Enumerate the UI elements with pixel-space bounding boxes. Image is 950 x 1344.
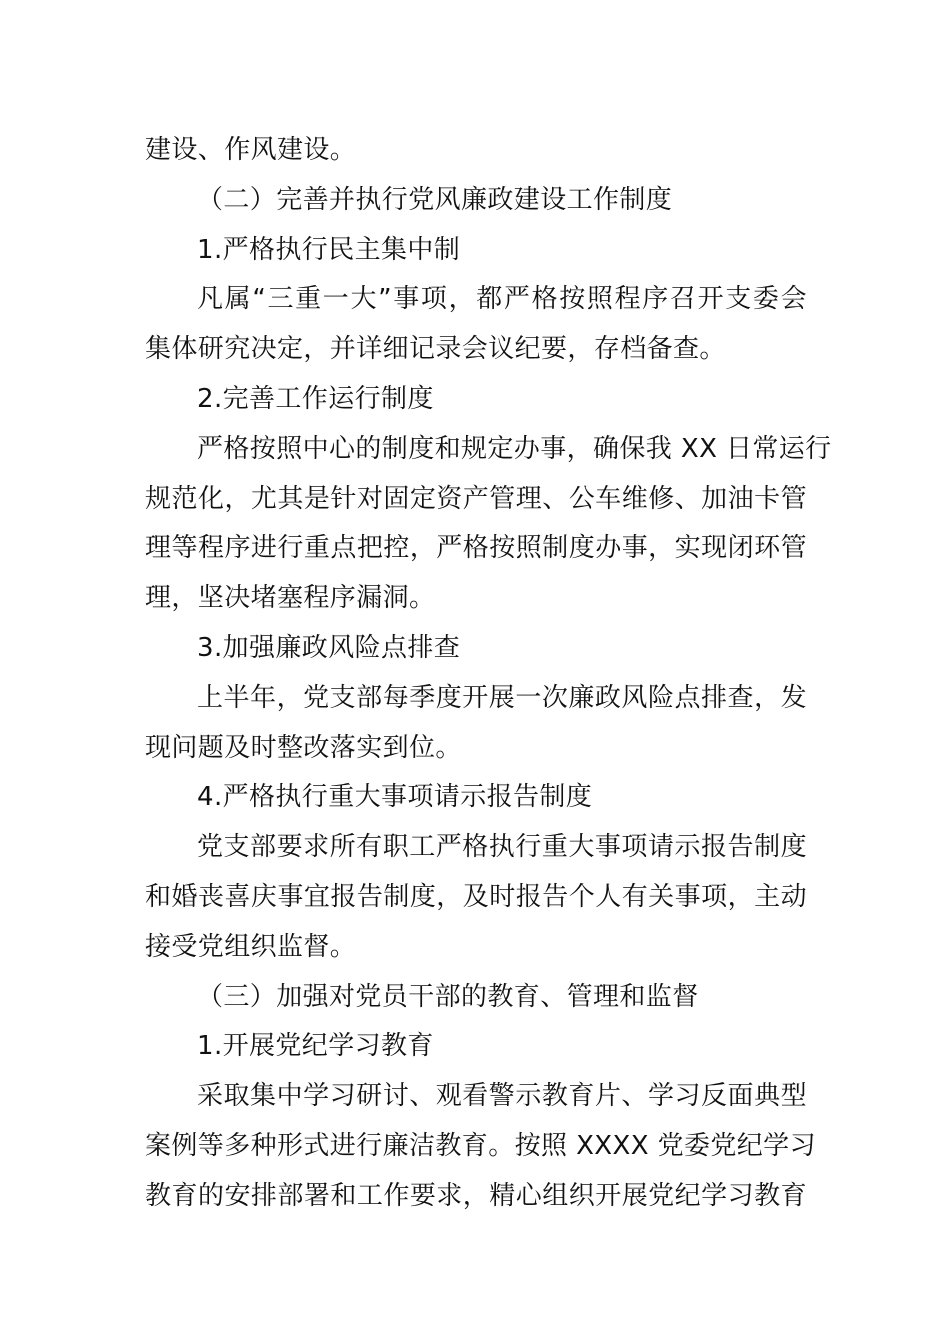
subsection-heading: 2.完善工作运行制度 <box>197 383 434 414</box>
paragraph-line: 现问题及时整改落实到位。 <box>145 732 462 763</box>
paragraph-line: 教育的安排部署和工作要求，精心组织开展党纪学习教育 <box>145 1180 807 1211</box>
subsection-heading: 1.开展党纪学习教育 <box>197 1031 434 1062</box>
paragraph-line: 采取集中学习研讨、观看警示教育片、学习反面典型 <box>197 1081 807 1112</box>
paragraph-line: 党支部要求所有职工严格执行重大事项请示报告制度 <box>197 832 807 863</box>
paragraph-line: 理，坚决堵塞程序漏洞。 <box>145 583 436 614</box>
section-heading: （二）完善并执行党风廉政建设工作制度 <box>197 184 673 215</box>
document-body <box>145 126 832 1222</box>
paragraph-line: 建设、作风建设。 <box>145 135 357 165</box>
paragraph-line: 上半年，党支部每季度开展一次廉政风险点排查，发 <box>197 682 807 713</box>
paragraph-line: 理等程序进行重点把控，严格按照制度办事，实现闭环管 <box>145 533 807 564</box>
subsection-heading: 1.严格执行民主集中制 <box>197 234 461 265</box>
paragraph-line: 集体研究决定，并详细记录会议纪要，存档备查。 <box>145 334 726 365</box>
paragraph-line: 严格按照中心的制度和规定办事，确保我 XX 日常运行 <box>197 433 832 464</box>
paragraph-line: 接受党组织监督。 <box>145 931 357 962</box>
paragraph-line: 和婚丧喜庆事宜报告制度，及时报告个人有关事项，主动 <box>145 881 807 912</box>
section-heading: （三）加强对党员干部的教育、管理和监督 <box>197 981 699 1012</box>
subsection-heading: 3.加强廉政风险点排查 <box>197 632 461 663</box>
subsection-heading: 4.严格执行重大事项请示报告制度 <box>197 782 593 813</box>
paragraph-line: 案例等多种形式进行廉洁教育。按照 XXXX 党委党纪学习 <box>145 1130 816 1161</box>
paragraph-line: 规范化，尤其是针对固定资产管理、公车维修、加油卡管 <box>145 483 807 514</box>
paragraph-line: 凡属“三重一大”事项，都严格按照程序召开支委会 <box>197 284 807 315</box>
